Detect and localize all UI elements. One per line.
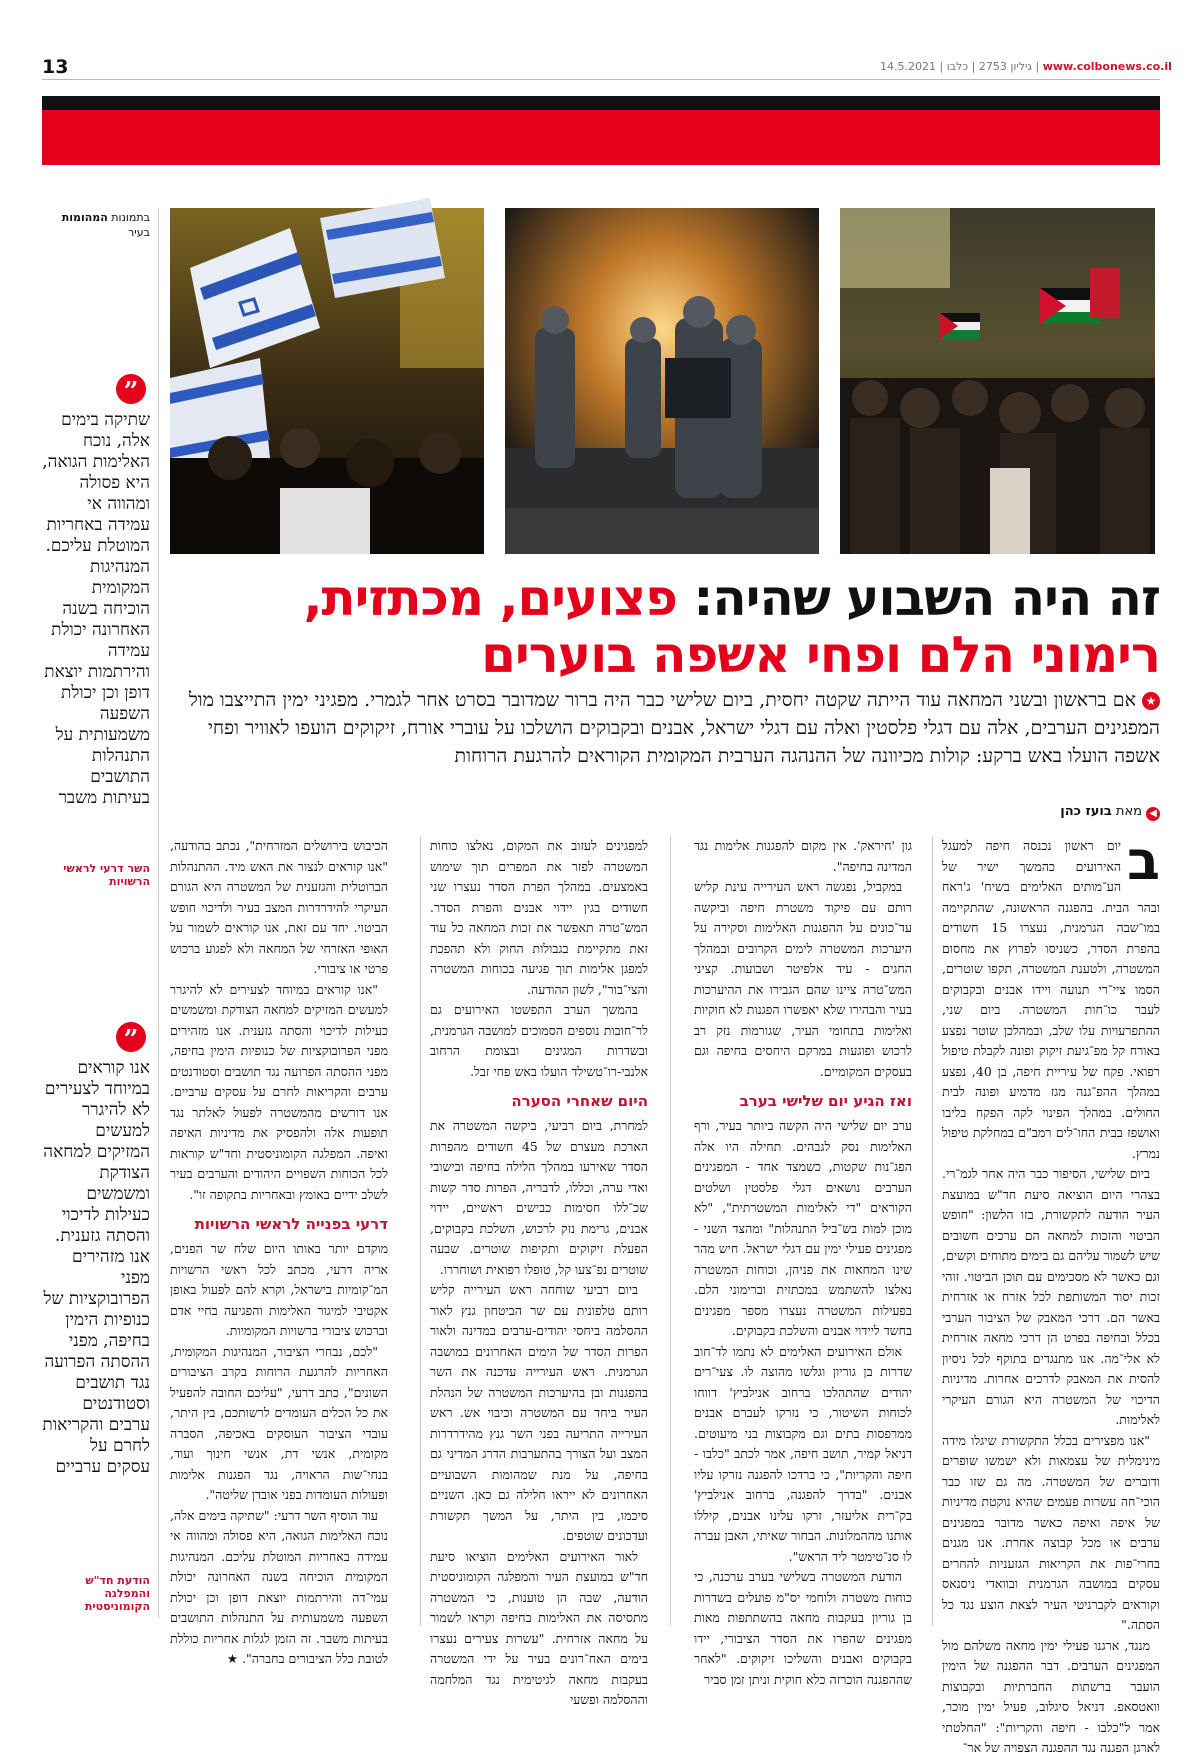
quote-icon: ” <box>116 1022 146 1052</box>
paragraph: למחרת, ביום רביעי, ביקשה המשטרה את הארכת מעצרם של 45 חשודים מהפרות הסדר שאירעו במהלך הלילה בחיפה ובישובי ואדי ערה, וכללו, לדבריה, הפרות סדר קשות שכ־ללו חסימות כבישים ראשיים, יידוי אבנים, גרימת נזק לרכוש, השלכת בקבוקים, הפעלת זיקוקים ותקיפות שוטרים. שבעה שוטרים נפ־צעו קל, טופלו רפואית ושוחררו. <box>430 1118 649 1277</box>
pull-quote-1: שתיקה בימים אלה, נוכח האלימות הגואה, היא פסולה ומהווה אי עמידה באחריות המוטלת עליכם. המנהיגות המקומית הוכיחה בשנה האחרונה יכולת עמידה והירתמות יוצאת דופן וכן יכולת השפעה משמעותית על התנהלות התושבים בעיתות משבר <box>42 410 150 808</box>
byline-author: בועז כהן <box>1060 804 1112 819</box>
paragraph: ביום רביעי שוחחה ראש העירייה קליש רותם טלפונית עם שר הביטחון גנץ לאור ההסלמה ביחסי יהודים-ערבים במדינה ולאור הפרות הסדר של הימים האחרונים במושבה הגרמנית. ראש העירייה עדכנה את השר בהפגנות ובן בהיערכות המשטרה של הנהלת העיר ביחד עם המשטרה וכיבוי אש. ראש העירייה התריעה בפני השר גנץ מהידרדרות המצב ועל הצורך בהתערבות הדרג המדיני גם בחיפה, על מנת שמהומות השבועיים האחרונים לא ייראו חלילה גם כאן. השניים סיכמו, בין היתר, על המשך תקשורת ועדכונים שוטפים. <box>430 1282 648 1543</box>
black-bar <box>42 96 1160 110</box>
paragraph: גון 'חיראק'. אין מקום להפגנות אלימות נגד המדינה בחיפה". <box>694 838 912 874</box>
caption-bold: המהומות <box>61 211 108 224</box>
article-column-1 <box>942 829 1161 1755</box>
header-publication: כלבו <box>946 60 969 73</box>
caption-suffix: בעיר <box>128 226 150 239</box>
pull-quote-2: אנו קוראים במיוחד לצעירים לא להיגרר למעשים המזיקים למחאה הצודקת ומשמשים כעילות לדיכוי והסתה גזענית. אנו מזהירים מפני הפרובוקציות של כנופיות הימין בחיפה, מפני ההסתה הפרועה נגד תושבים וסטודנטים ערבים והקריאות לחרם על עסקים ערביים <box>42 1058 150 1477</box>
header-issue: גיליון 2753 <box>978 60 1033 73</box>
paragraph: למפגינים לעזוב את המקום, נאלצו כוחות המשטרה לפזר את המפרים תוך שימוש באמצעים. במהלך הפרת הסדר נעצרו שני חשודים בגין יידוי אבנים והפרת הסדר. המש־טרה תאפשר את זכות המחאה כל עוד זאת מתקיימת בגבולות החוק ולא תהפכת למפגן אלימות תוך פגיעה בכוחות המשטרה והצי־בור", לשון ההודעה. <box>430 838 648 997</box>
red-banner <box>42 110 1160 165</box>
paragraph: אולם האירועים האלימים לא נתמו לד־חוב שדרות בן גוריון וגלשו מהוצה לו. צעי־רים יהודים שהתהלכו ברחוב אנילביץ' דווחו לכוחות השיטור, כי נזרקו לעברם אבנים ממרפסות בתים וגם מקבוצות בני מיעוטים. דניאל קמיר, תושב חיפה, אמר לכתב "כלבו - חיפה והקריות", כי ברדכו להפגנה נזרקו עליו אבנים. "בדרך להפגנה, ברחוב אנילביץ' בק־רית אליעזר, זרקו עלינו אבנים, קיללו אותנו מההמלונות. הבחור שאיתי, האבן עברה לו סנ־טימטר ליד הראש". <box>694 1343 912 1564</box>
paragraph: הכיבוש בירושלים המזרחית", נכתב בהודעה, "אנו קוראים לנצור את האש מיד. ההתנהלות הברוטלית והגזענית של המשטרה היא הגורם העיקרי להידרדרות המצב בעיר ולדיכוי חופש הביטוי. יחד עם זאת, אנו קוראים לשמור על האופי האזרחי של המחאה ולא לפגוע ברכוש פרטי או ציבורי. <box>170 838 388 976</box>
quote-attribution-1: השר דרעי לראשי הרשויות <box>63 862 150 888</box>
article-column-4 <box>170 836 388 1666</box>
photo-palestinian-flags <box>840 208 1155 554</box>
paragraph: בהמשך הערב התפשטו האירועים גם לר־חובות נוספים הסמוכים למושבה הגרמנית, ובשדרות המגינים ובצומת הרחוב אלנבי-רו־טשילד הועלו באש פחי זבל. <box>430 1002 648 1079</box>
paragraph: לאור האירועים האלימים הוציאו סיעת חד"ש במועצת העיר והמפלגה הקומוניסטית הודעה, שבה הן טוענות, כי המשטרה מתסיסה את האלימות בחיפה וקראו לשמור על מחאה אזרחית. "עשרות צעירים נעצרו בימים האח־רונים בעיר על ידי המשטרה בעקבות מחאה לגיטימית נגד המלחמה וההסלמה ופשעי <box>430 1548 648 1707</box>
paragraph: במקביל, נפגשה ראש העירייה עינת קליש רותם עם פיקוד משטרת חיפה וביקשה עד־כונים על ההפגנות האלימות וסקירה על היערכות המשטרה לימים הקרובים ובמהלך החגים - עיד אלפיטר ושבועות. קציני המש־טרה ציינו שהם הגבירו את ההיערכות בעיר והבהירו שלא יאפשרו הפגנות לא חוקיות ואלימות בתחומי העיר, שגורמות נזק רב לרכוש ופוגעות במרקם היחסים בחיפה וגם בעסקים המקומיים. <box>694 879 912 1079</box>
paragraph: "לכם, נבחרי הציבור, המנהיגות המקומית, האחריות להרגעת הרוחות בקרב הציבורים השונים", כתב דרעי, "עליכם החובה להפעיל את כל הכלים העומדים לרשותכם, בין היתר, עובדי הציבור העוסקים באכיפה, הסברה מקומית, אנשי דת, אנשי חינוך ועוד, בנחי־שות הראויה, נגד הפגנות אלימות ופעולות העומדות בפני אובדן שליטה". <box>170 1343 388 1502</box>
column-rule <box>420 836 421 1626</box>
drop-cap: ב <box>1127 829 1160 892</box>
byline-prefix: מאת <box>1115 804 1142 819</box>
header-url[interactable]: www.colbonews.co.il <box>1042 60 1172 73</box>
arrow-left-icon: ◀ <box>1146 807 1160 821</box>
photo-caption <box>42 210 150 240</box>
paragraph: "אנו מפצירים בכלל התקשורת שיגלו מידה מינימלית של עצמאות ולא ישמשו שופרים ודוברים של המשטרה. מה גם שזו כבר הוכי־חה עשרות פעמים שהיא נוקטת מדיניות של איפה ואיפה כאשר מדובר במפגינים ערבים או מכל קבוצה אחרת. אנו מגנים בחרי־פות את הקריאות הגזעניות להחרים עסקים במושבה הגרמנית ובוואדי ניסנאס וקוראים לקברניטי העיר לצאת הוצע נגד כל הסתה." <box>942 1432 1160 1632</box>
header-date: 14.5.2021 <box>880 60 936 73</box>
star-icon: ★ <box>1142 692 1160 710</box>
section-heading: ואז הגיע יום שלישי בערב <box>739 1092 912 1110</box>
headline-part2: פצועים, מכתזית, רימוני הלם ופחי אשפה בוערים <box>303 569 1160 684</box>
section-heading: היום שאחרי הסערה <box>511 1092 648 1110</box>
header-info: 14.5.2021 | גיליון 2753 | כלבו | www.colbonews.co.il <box>880 60 1172 73</box>
section-heading: דרעי בפנייה לראשי הרשויות <box>194 1215 388 1233</box>
headline <box>170 570 1160 684</box>
column-rule <box>670 836 671 1626</box>
quote-icon: ” <box>116 374 146 404</box>
article-column-2 <box>694 836 912 1687</box>
page-number: 13 <box>42 56 69 78</box>
column-rule <box>932 836 933 1626</box>
paragraph: ביום שלישי, הסיפור כבר היה אחר לגמ־רי. בצהרי היום הוציאה סיעת חד"ש במועצת העיר הודעה לתקשורת, בזו הלשון: "חופש הביטוי והזכות למחאה הם ערכים חשובים שיש לשמור עליהם גם בימים מתוחים וקשים, וגם כאשר לא מסכימים עם תוכן הביטוי. זוהי זכות יסוד המשותפת לכל אזרח או אזרחית באשר הם. דרכי המאבק של הציבור הערבי בכלל ובחיפה בפרט הן דרכי מחאה אזרחית לא אלי־מה. אנו מתנגדים בתוקף לכל ניסיון להסית את המאבק לדרכים אחרות. מדיניות הדיכוי של המשטרה היא הגורם העיקרי לאלימות. <box>942 1166 1160 1427</box>
subheadline-text: אם בראשון ובשני המחאה עוד הייתה שקטה יחסית, ביום שלישי כבר היה ברור שמדובר בסרט אחר לגמרי. מפגיני ימין התייצבו מול המפגינים הערבים, אלה עם דגלי פלסטין ואלה עם דגלי ישראל, אבנים ובקבוקים הושלכו על עוברי אורח, זיקוקים הועפו לאוויר ופחי אשפה הועלו באש ברקע: קולות מכיוונה של ההנהגה הערבית המקומית הקוראים להרגעת הרוחות <box>188 689 1160 767</box>
header-rule <box>42 79 1160 80</box>
quote-attribution-2: הודעת חד"ש והמפלגה הקומוניסטית <box>84 1574 150 1613</box>
photo-israeli-flags <box>170 208 484 554</box>
paragraph: הודעת המשטרה בשלישי בערב ערכנה, כי כוחות משטרה ולוחמי יס"מ פועלים בשדרות בן גוריון בעקבות מחאה בהשתתפות מאות מפגינים שהפרו את הסדר הציבורי, יידו בקבוקים ואבנים והשליכו זיקוקים. "לאחר שההפגנה הוכרזה כלא חוקית וניתן זמן סביר <box>694 1569 912 1687</box>
paragraph: מוקדם יותר באותו היום שלח שר הפנים, אריה דרעי, מכתב לכל ראשי הרשויות המ־קומיות בישראל, וקרא להם לפעול באופן אקטיבי למיגור האלימות והפגיעה בחיי אדם וברכוש ציבורי ברשויות המקומיות. <box>170 1241 388 1338</box>
article-column-3 <box>430 836 649 1707</box>
subheadline <box>170 686 1160 770</box>
photo-police-riot <box>505 208 819 554</box>
caption-prefix: בתמונות <box>111 211 150 224</box>
paragraph: מנגד, ארגנו פעילי ימין מחאה משלהם מול המפגינים הערבים. דבר ההפגנה של הימין הועבר ברשתות החברתיות ובקבוצות וואטסאפ. דניאל סיגלוב, פעיל ימין מוכר, אמר ל"כלבו - חיפה והקריות": "החלטתי לארגן הפגנה נגד ההפגנה הצפויה של אר־ <box>942 1637 1160 1755</box>
sidebar-rule <box>158 208 159 1618</box>
byline <box>960 804 1160 821</box>
paragraph: ערב יום שלישי היה הקשה ביותר בעיר, ורף האלימות נסק לגבהים. תחילה היו אלה הפג־נות שקטות, כשמצד אחד - המפגינים הערבים נושאים דגלי פלסטין ושלטים הקוראים "די לאלימות המשטרתית", "לא מוכן למות בש־ביל התנהלות" ומהצד השני - מפגינים פעילי ימין עם דגלי ישראל. חיש מהר שינו המחאות את פניהן, וכוחות המשטרה נאלצו להשתמש במכתזית וברימוני הלם. בפעילות המשטרה נעצרו מספר מפגינים בחשד ליידוי אבנים והשלכת בקבוקים. <box>694 1118 912 1338</box>
paragraph: "אנו קוראים במיוחד לצעירים לא להיגרר למעשים המזיקים למחאה הצודקת ומשמשים כעילות לדיכוי והסתה גזענית. אנו מזהירים מפני הפרובוקציות של כנופיות הימין בחיפה, מפני ההסתה הפרועה נגד תושבים וסטודנטים ערבים והקריאות לחרם על עסקים ערביים. אנו דורשים מהמשטרה לפעול לאלתר נגד תופעות אלה ולהפסיק את מדיניות האיפה ואיפה. המפלגה הקומוניסטית וחד"ש קוראות לכל הכוחות השפויים היהודים והערבים בעיר לשלב ידיים באומץ ובאחריות בתקופה זו". <box>170 981 388 1202</box>
headline-part1: זה היה השבוע שהיה: <box>677 569 1160 627</box>
paragraph: יום ראשון נכנסה חיפה למעגל האירועים כהמשך ישיר של הע־מותים האלימים בשיח' ג'ראח ובהר הבית. בהפגנה הראשונה, שהתקיימה במו־שבה הגרמנית, נעצרו 15 חשודים בהפרת הסדר, כשניסו לפרוץ את מחסום המשטרה, ולטענת המשטרה, תקפו שוטרים, הסמו ציי־רי תנועה ויידו אבנים ובקבוקים לעבר כו־חות המשטרה. ביום שני, ההתפרעויות עלו שלב, ובמהלכן שוטר נפצע באורח קל מפ־גיעת זיקוק ופונה לקבלת טיפול רפואי. פקח של עיריית חיפה, בן 40, נפצע במהלך ההפ־גנה מגז מדמיע ופונה לבית החולים. במהלך הפינוי לקה הפקח בליבו ואושפז בבית החו־לים רמב"ם במחלקת טיפול נמרץ. <box>942 838 1161 1161</box>
paragraph: עוד הוסיף השר דרעי: "שתיקה בימים אלה, נוכח האלימות הגואה, היא פסולה ומהווה אי עמידה באחריות המוטלת עליכם. המנהיגות המקומית הוכיחה בשנה האחרונה יכולת עמי־דה והירתמות יוצאת דופן וכן יכולת השפעה משמעותית על התנהלות התושבים בעיתות משבר. זה הזמן לגלות אחריות כוללת לטובת כלל הציבורים בחברה". ★ <box>170 1507 388 1666</box>
